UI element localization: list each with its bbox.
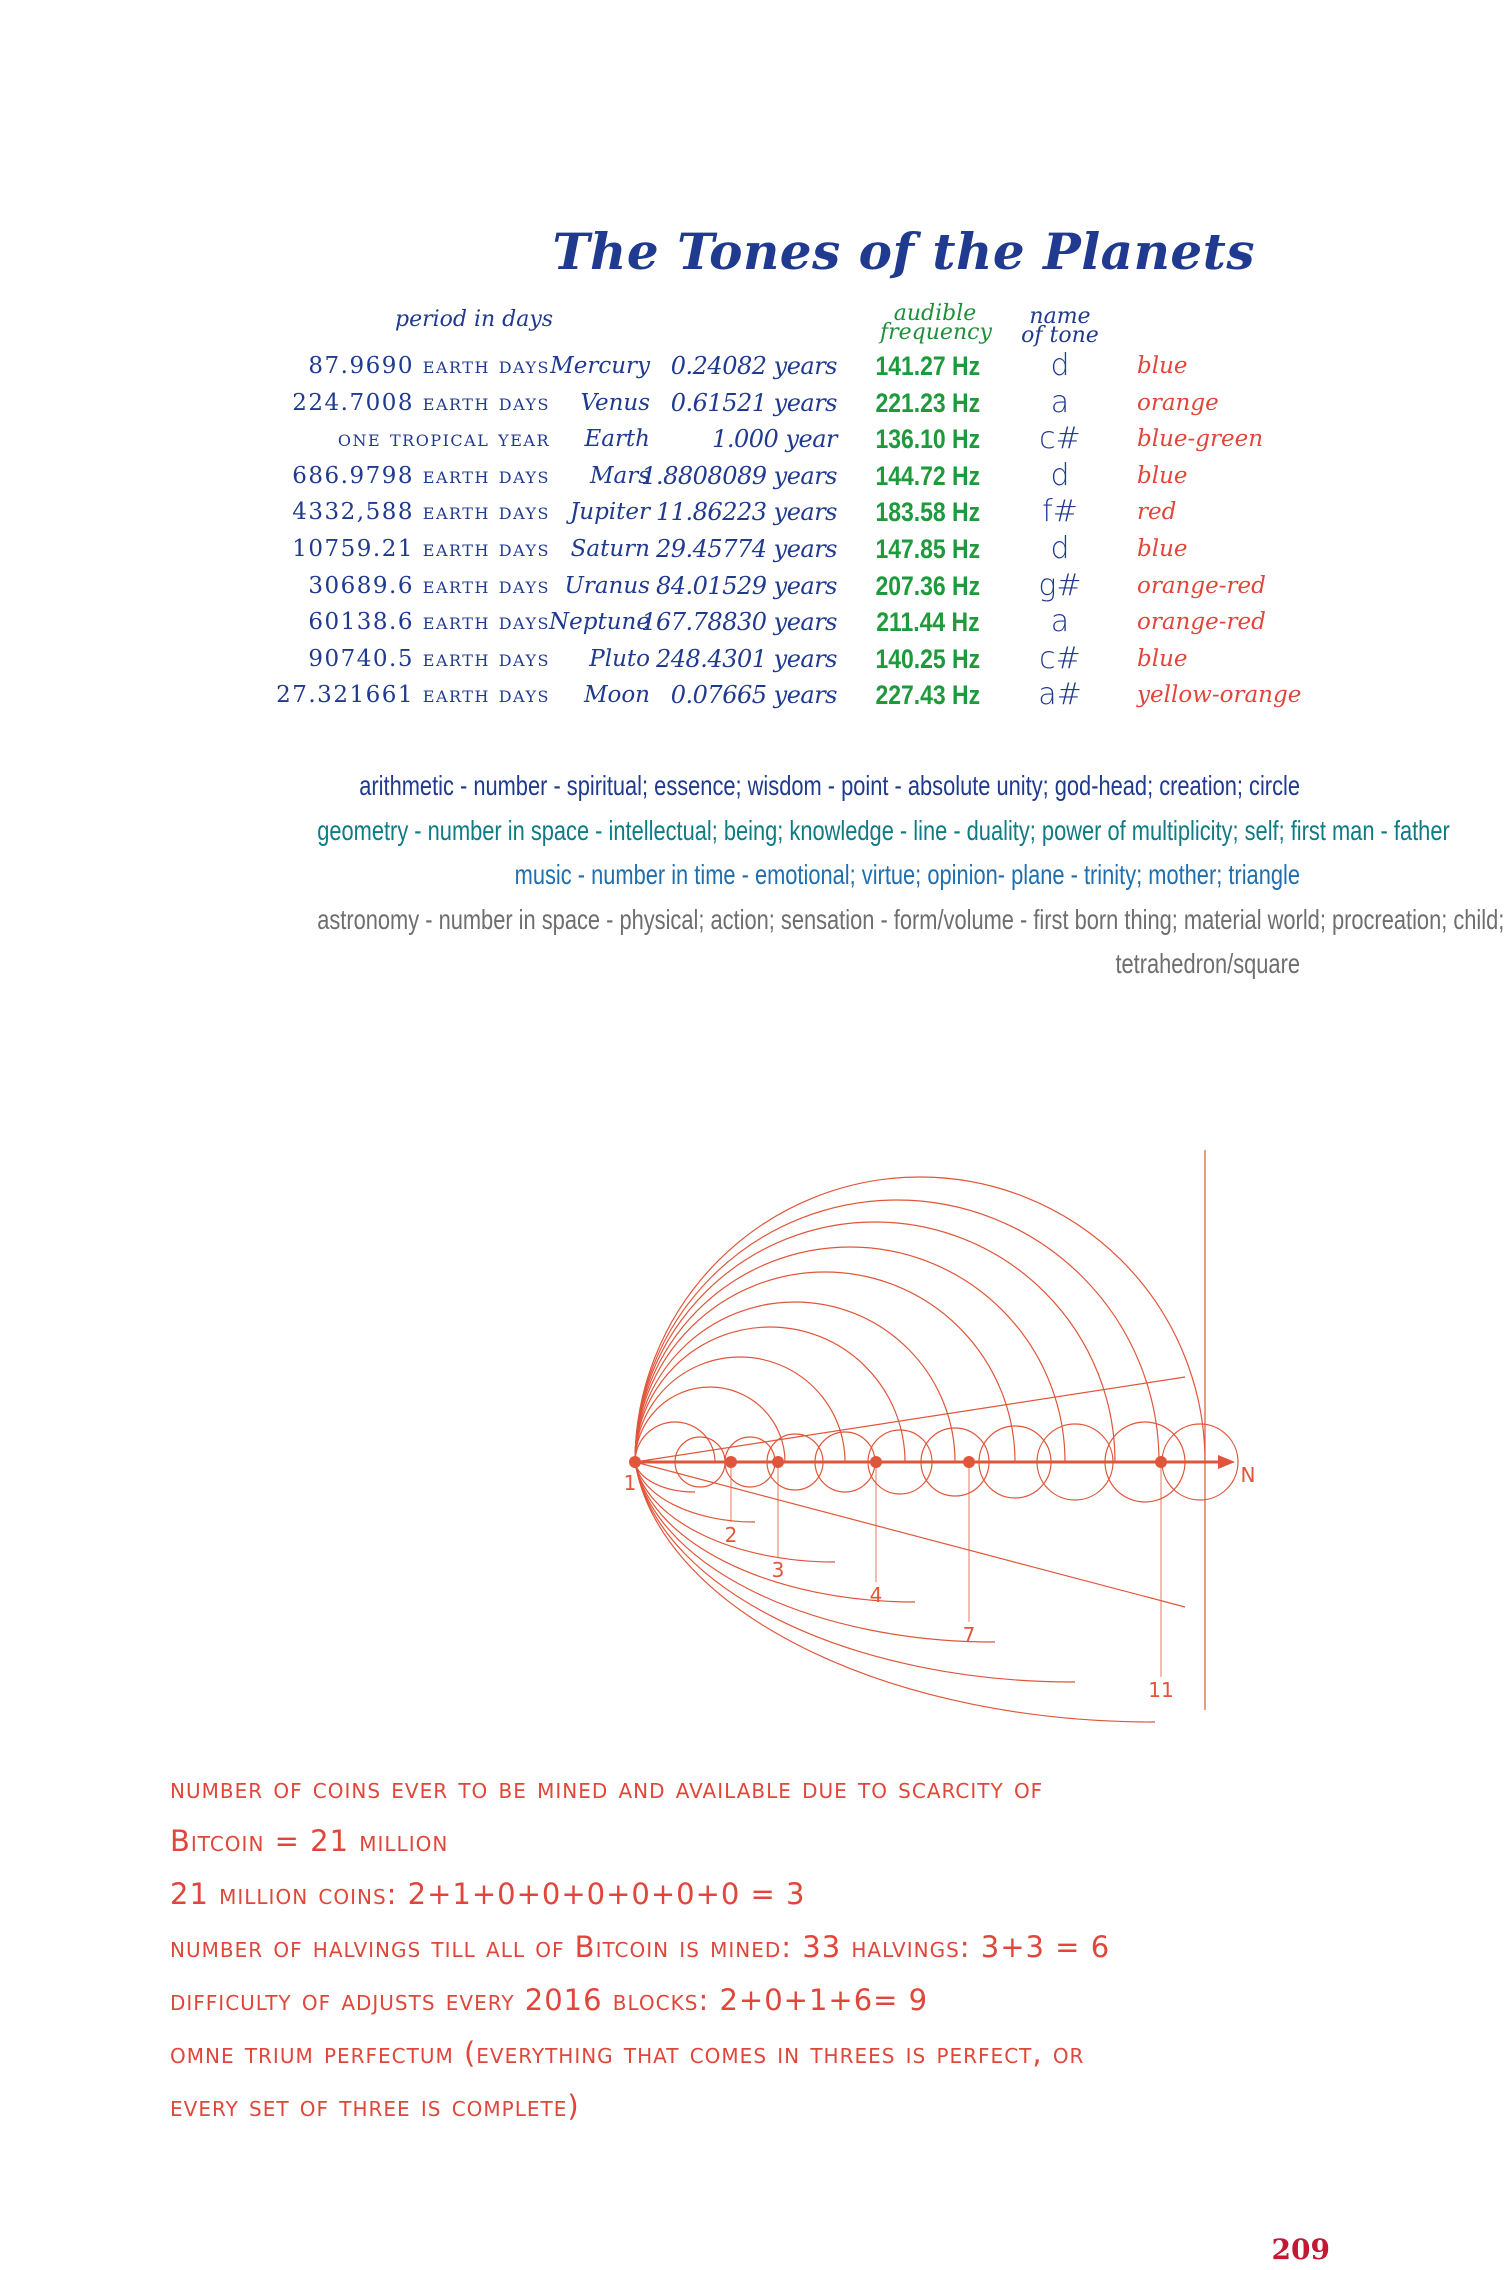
tone-cell: c# [1039,421,1081,457]
bitcoin-line-2: Bitcoin = 21 million [170,1824,449,1858]
period-cell: 686.9798 earth days [292,462,550,489]
bitcoin-line-4: number of halvings till all of Bitcoin is mined: 33 halvings: 3+3 = 6 [170,1930,1111,1964]
bitcoin-line-3: 21 million coins: 2+1+0+0+0+0+0+0 = 3 [170,1877,806,1911]
lower-arc [635,1462,695,1492]
lower-arc [635,1462,1075,1682]
frequency-cell: 147.85 Hz [875,533,980,564]
tone-cell: d [1050,457,1070,493]
color-cell: blue [1137,353,1188,379]
years-cell: 11.86223 years [655,498,837,527]
years-cell: 84.01529 years [655,571,837,600]
period-cell: 30689.6 earth days [308,572,550,599]
color-cell: red [1137,499,1177,526]
upper-ray [635,1377,1185,1462]
table-row [0,385,1370,422]
axis-dot [629,1456,641,1468]
header-audible-line1: audible [893,301,977,326]
years-cell: 29.45774 years [655,534,837,563]
color-cell: blue [1137,645,1188,672]
period-cell: 10759.21 earth days [292,535,550,562]
color-cell: yellow-orange [1137,682,1302,709]
semicircle-arc [635,1272,1015,1462]
page-title: The Tones of the Planets [552,222,1255,281]
color-cell: blue [1137,462,1188,489]
planet-cell: Moon [583,682,650,709]
planet-cell: Pluto [589,645,650,672]
color-cell: blue [1137,535,1188,562]
years-cell: 0.24082 years [670,352,837,380]
period-cell: one tropical year [337,426,550,453]
bitcoin-line-7: every set of three is complete) [170,2089,580,2123]
frequency-cell: 221.23 Hz [875,387,980,418]
planet-cell: Neptune [549,609,650,636]
bitcoin-numerology [170,1762,1270,2133]
frequency-cell: 136.10 Hz [875,424,980,455]
tone-cell: d [1050,530,1070,566]
period-cell: 4332,588 earth days [292,499,550,526]
planet-cell: Mercury [550,353,650,379]
arithmetic-line: arithmetic - number - spiritual; essence; wisdom - point - absolute unity; god-head; creation; circle [359,770,1300,801]
table-row [0,458,1370,495]
table-row [0,421,1370,458]
tone-cell: a [1050,604,1070,640]
color-cell: orange-red [1137,609,1266,636]
geometry-line: geometry - number in space - intellectual; being; knowledge - line - duality; power of multiplicity; self; first man - father [317,814,1450,846]
astronomy-line: astronomy - number in space - physical; action; sensation - form/volume - first born thing; material world; procreation; child; [317,903,1504,935]
bitcoin-line-5: difficulty of adjusts every 2016 blocks: 2+0+1+6= 9 [170,1983,929,2017]
planet-cell: Venus [580,389,650,416]
label-11: 11 [1148,1678,1174,1702]
semicircle-arc [635,1177,1205,1462]
planet-tones-table [0,348,1370,714]
tone-cell: f# [1042,494,1078,530]
planet-cell: Uranus [564,572,650,599]
years-cell: 0.61521 years [670,388,837,417]
tone-cell: a [1050,384,1070,420]
page-number: 209 [1271,2233,1330,2266]
color-cell: blue-green [1137,426,1264,453]
tone-cell: c# [1039,640,1081,676]
semicircle-arc [635,1200,1159,1462]
header-period: period in days [395,307,554,332]
frequency-cell: 141.27 Hz [875,351,980,381]
label-3: 3 [771,1558,785,1582]
years-cell: 167.78830 years [641,608,837,637]
table-row [0,677,1370,714]
planet-cell: Jupiter [570,499,650,526]
label-n: N [1240,1463,1256,1487]
lower-arc [635,1462,835,1562]
axis-arrowhead [1218,1455,1235,1469]
bitcoin-line-1: number of coins ever to be mined and available due to scarcity of [170,1771,1044,1805]
table-row [0,494,1370,531]
frequency-cell: 140.25 Hz [875,643,980,674]
planet-cell: Mars [589,462,650,489]
label-7: 7 [962,1623,976,1647]
frequency-cell: 211.44 Hz [876,607,980,638]
frequency-cell: 227.43 Hz [875,680,980,711]
header-name-of-tone [1020,304,1100,348]
astronomy-line-continued: tetrahedron/square [1115,948,1300,979]
table-row [0,531,1370,568]
table-row [0,604,1370,641]
bitcoin-line-6: omne trium perfectum (everything that comes in threes is perfect, or [170,2036,1085,2070]
period-cell: 60138.6 earth days [308,609,550,636]
frequency-cell: 144.72 Hz [875,460,980,491]
header-audible-frequency [880,301,992,345]
years-cell: 1.000 year [712,425,837,454]
lower-arc [635,1462,995,1642]
header-audible-line2: frequency [880,320,992,345]
period-cell: 224.7008 earth days [292,389,550,416]
planet-cell: Earth [584,426,650,453]
planet-cell: Saturn [570,535,650,562]
tone-cell: g# [1038,567,1082,603]
color-cell: orange-red [1137,572,1266,599]
header-tone-line2: of tone [1021,323,1099,348]
tone-cell: a# [1038,677,1082,713]
label-4: 4 [869,1583,883,1607]
table-row [0,348,1370,385]
lower-ray [635,1462,1185,1607]
color-cell: orange [1137,389,1219,416]
quadrivium-text [40,764,1504,987]
label-1: 1 [623,1471,637,1495]
years-cell: 248.4301 years [655,644,837,673]
years-cell: 1.8808089 years [641,461,837,490]
period-cell: 87.9690 earth days [308,353,550,379]
period-cell: 27.321661 earth days [276,682,550,709]
period-cell: 90740.5 earth days [308,645,550,672]
table-row [0,568,1370,605]
frequency-cell: 183.58 Hz [875,497,980,528]
years-cell: 0.07665 years [670,681,837,710]
frequency-cell: 207.36 Hz [875,570,980,601]
table-row [0,641,1370,678]
lower-arc [635,1462,1155,1722]
music-line: music - number in time - emotional; virtue; opinion- plane - trinity; mother; triangle [514,859,1300,890]
harmonic-circles-diagram [600,1150,1280,1750]
label-2: 2 [724,1523,738,1547]
header-tone-line1: name [1029,304,1091,329]
tone-cell: d [1050,348,1070,383]
